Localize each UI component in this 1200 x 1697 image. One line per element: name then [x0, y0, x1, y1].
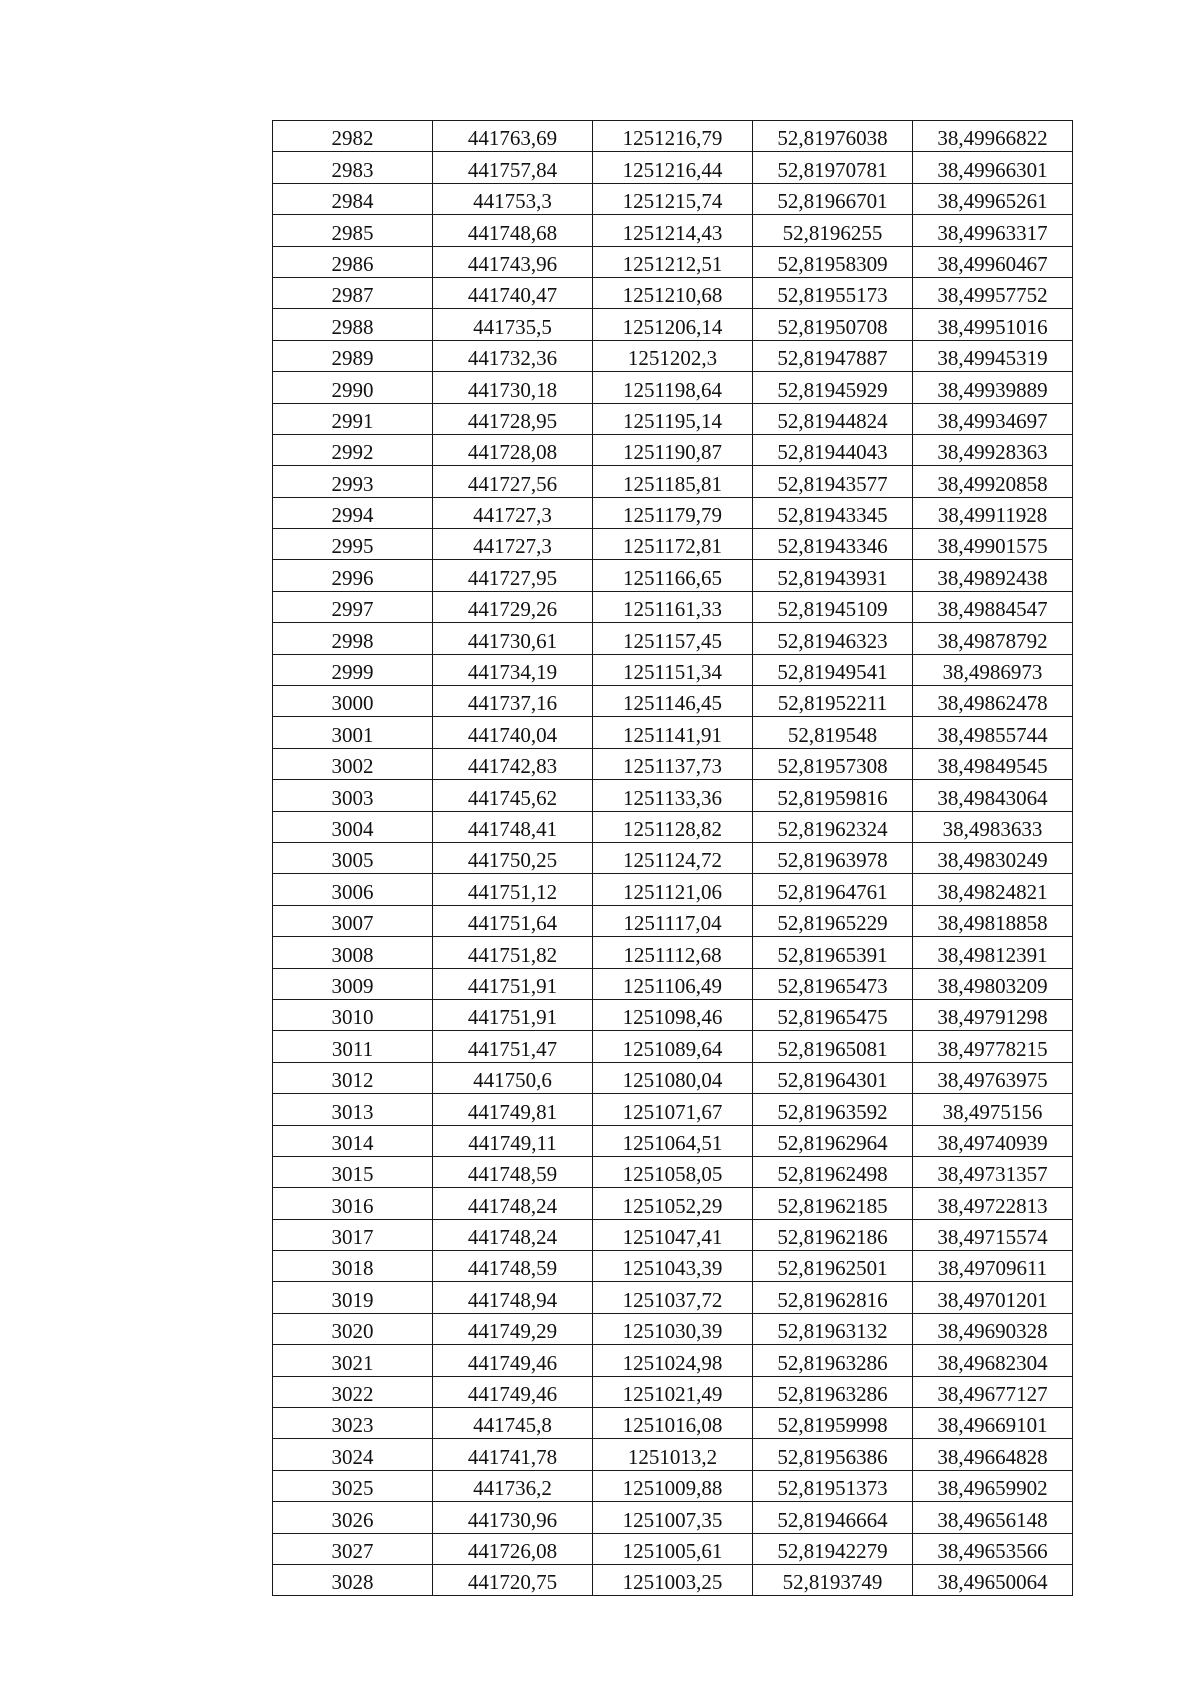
longitude-cell: 38,49928363: [913, 434, 1073, 465]
longitude-cell: 38,4983633: [913, 811, 1073, 842]
longitude-cell: 38,49656148: [913, 1502, 1073, 1533]
latitude-cell: 52,81944824: [753, 403, 913, 434]
latitude-cell: 52,81958309: [753, 246, 913, 277]
longitude-cell: 38,49812391: [913, 937, 1073, 968]
latitude-cell: 52,81947887: [753, 340, 913, 371]
longitude-cell: 38,49701201: [913, 1282, 1073, 1313]
x-coordinate-cell: 441734,19: [433, 654, 593, 685]
latitude-cell: 52,81942279: [753, 1533, 913, 1564]
point-number-cell: 3000: [273, 686, 433, 717]
table-row: [273, 1156, 1073, 1187]
table-row: [273, 529, 1073, 560]
latitude-cell: 52,81943345: [753, 497, 913, 528]
x-coordinate-cell: 441757,84: [433, 152, 593, 183]
longitude-cell: 38,49920858: [913, 466, 1073, 497]
x-coordinate-cell: 441720,75: [433, 1564, 593, 1595]
table-row: [273, 937, 1073, 968]
y-coordinate-cell: 1251198,64: [593, 372, 753, 403]
longitude-cell: 38,49778215: [913, 1031, 1073, 1062]
point-number-cell: 2999: [273, 654, 433, 685]
longitude-cell: 38,49722813: [913, 1188, 1073, 1219]
table-row: [273, 121, 1073, 152]
latitude-cell: 52,81962185: [753, 1188, 913, 1219]
point-number-cell: 2997: [273, 591, 433, 622]
latitude-cell: 52,81957308: [753, 748, 913, 779]
latitude-cell: 52,81951373: [753, 1470, 913, 1501]
latitude-cell: 52,81966701: [753, 183, 913, 214]
point-number-cell: 2985: [273, 215, 433, 246]
longitude-cell: 38,49824821: [913, 874, 1073, 905]
longitude-cell: 38,49934697: [913, 403, 1073, 434]
point-number-cell: 3024: [273, 1439, 433, 1470]
point-number-cell: 3022: [273, 1376, 433, 1407]
point-number-cell: 3016: [273, 1188, 433, 1219]
x-coordinate-cell: 441749,11: [433, 1125, 593, 1156]
latitude-cell: 52,81946664: [753, 1502, 913, 1533]
point-number-cell: 3013: [273, 1094, 433, 1125]
x-coordinate-cell: 441749,29: [433, 1313, 593, 1344]
y-coordinate-cell: 1251003,25: [593, 1564, 753, 1595]
y-coordinate-cell: 1251098,46: [593, 999, 753, 1030]
x-coordinate-cell: 441730,96: [433, 1502, 593, 1533]
y-coordinate-cell: 1251133,36: [593, 780, 753, 811]
y-coordinate-cell: 1251124,72: [593, 842, 753, 873]
longitude-cell: 38,49843064: [913, 780, 1073, 811]
x-coordinate-cell: 441726,08: [433, 1533, 593, 1564]
table-row: [273, 686, 1073, 717]
y-coordinate-cell: 1251052,29: [593, 1188, 753, 1219]
point-number-cell: 3002: [273, 748, 433, 779]
latitude-cell: 52,81963286: [753, 1345, 913, 1376]
table-row: [273, 1502, 1073, 1533]
x-coordinate-cell: 441743,96: [433, 246, 593, 277]
y-coordinate-cell: 1251043,39: [593, 1251, 753, 1282]
longitude-cell: 38,49960467: [913, 246, 1073, 277]
point-number-cell: 3005: [273, 842, 433, 873]
x-coordinate-cell: 441750,6: [433, 1062, 593, 1093]
longitude-cell: 38,49650064: [913, 1564, 1073, 1595]
point-number-cell: 2992: [273, 434, 433, 465]
table-row: [273, 277, 1073, 308]
y-coordinate-cell: 1251009,88: [593, 1470, 753, 1501]
latitude-cell: 52,81962964: [753, 1125, 913, 1156]
point-number-cell: 3020: [273, 1313, 433, 1344]
latitude-cell: 52,81956386: [753, 1439, 913, 1470]
y-coordinate-cell: 1251202,3: [593, 340, 753, 371]
point-number-cell: 3014: [273, 1125, 433, 1156]
longitude-cell: 38,49709611: [913, 1251, 1073, 1282]
point-number-cell: 3011: [273, 1031, 433, 1062]
table-row: [273, 309, 1073, 340]
point-number-cell: 3019: [273, 1282, 433, 1313]
table-row: [273, 1470, 1073, 1501]
latitude-cell: 52,819548: [753, 717, 913, 748]
y-coordinate-cell: 1251016,08: [593, 1408, 753, 1439]
coordinates-table-body: [273, 121, 1073, 1596]
y-coordinate-cell: 1251137,73: [593, 748, 753, 779]
latitude-cell: 52,81962816: [753, 1282, 913, 1313]
y-coordinate-cell: 1251007,35: [593, 1502, 753, 1533]
point-number-cell: 3025: [273, 1470, 433, 1501]
table-row: [273, 152, 1073, 183]
x-coordinate-cell: 441740,47: [433, 277, 593, 308]
longitude-cell: 38,49965261: [913, 183, 1073, 214]
x-coordinate-cell: 441737,16: [433, 686, 593, 717]
table-row: [273, 1031, 1073, 1062]
x-coordinate-cell: 441751,91: [433, 999, 593, 1030]
latitude-cell: 52,81965391: [753, 937, 913, 968]
table-row: [273, 874, 1073, 905]
latitude-cell: 52,81963286: [753, 1376, 913, 1407]
latitude-cell: 52,81970781: [753, 152, 913, 183]
x-coordinate-cell: 441729,26: [433, 591, 593, 622]
point-number-cell: 3021: [273, 1345, 433, 1376]
point-number-cell: 2995: [273, 529, 433, 560]
longitude-cell: 38,49878792: [913, 623, 1073, 654]
point-number-cell: 3003: [273, 780, 433, 811]
x-coordinate-cell: 441745,62: [433, 780, 593, 811]
point-number-cell: 3004: [273, 811, 433, 842]
latitude-cell: 52,81963132: [753, 1313, 913, 1344]
x-coordinate-cell: 441730,18: [433, 372, 593, 403]
x-coordinate-cell: 441750,25: [433, 842, 593, 873]
longitude-cell: 38,49957752: [913, 277, 1073, 308]
longitude-cell: 38,49803209: [913, 968, 1073, 999]
y-coordinate-cell: 1251179,79: [593, 497, 753, 528]
y-coordinate-cell: 1251185,81: [593, 466, 753, 497]
x-coordinate-cell: 441741,78: [433, 1439, 593, 1470]
longitude-cell: 38,49939889: [913, 372, 1073, 403]
x-coordinate-cell: 441728,95: [433, 403, 593, 434]
x-coordinate-cell: 441740,04: [433, 717, 593, 748]
table-row: [273, 1313, 1073, 1344]
y-coordinate-cell: 1251047,41: [593, 1219, 753, 1250]
longitude-cell: 38,4975156: [913, 1094, 1073, 1125]
latitude-cell: 52,81965229: [753, 905, 913, 936]
table-row: [273, 811, 1073, 842]
latitude-cell: 52,81962498: [753, 1156, 913, 1187]
y-coordinate-cell: 1251146,45: [593, 686, 753, 717]
table-row: [273, 591, 1073, 622]
longitude-cell: 38,49731357: [913, 1156, 1073, 1187]
longitude-cell: 38,4986973: [913, 654, 1073, 685]
y-coordinate-cell: 1251212,51: [593, 246, 753, 277]
x-coordinate-cell: 441749,46: [433, 1345, 593, 1376]
latitude-cell: 52,81959998: [753, 1408, 913, 1439]
table-row: [273, 1094, 1073, 1125]
table-row: [273, 1251, 1073, 1282]
table-row: [273, 623, 1073, 654]
longitude-cell: 38,49945319: [913, 340, 1073, 371]
latitude-cell: 52,81943577: [753, 466, 913, 497]
table-row: [273, 215, 1073, 246]
latitude-cell: 52,8193749: [753, 1564, 913, 1595]
point-number-cell: 2984: [273, 183, 433, 214]
x-coordinate-cell: 441742,83: [433, 748, 593, 779]
table-row: [273, 1564, 1073, 1595]
longitude-cell: 38,49911928: [913, 497, 1073, 528]
y-coordinate-cell: 1251206,14: [593, 309, 753, 340]
table-row: [273, 905, 1073, 936]
table-row: [273, 434, 1073, 465]
point-number-cell: 2991: [273, 403, 433, 434]
y-coordinate-cell: 1251089,64: [593, 1031, 753, 1062]
table-row: [273, 1439, 1073, 1470]
longitude-cell: 38,49653566: [913, 1533, 1073, 1564]
table-row: [273, 748, 1073, 779]
y-coordinate-cell: 1251117,04: [593, 905, 753, 936]
y-coordinate-cell: 1251195,14: [593, 403, 753, 434]
table-row: [273, 780, 1073, 811]
point-number-cell: 3026: [273, 1502, 433, 1533]
x-coordinate-cell: 441751,12: [433, 874, 593, 905]
point-number-cell: 2994: [273, 497, 433, 528]
longitude-cell: 38,49791298: [913, 999, 1073, 1030]
y-coordinate-cell: 1251216,79: [593, 121, 753, 152]
longitude-cell: 38,49763975: [913, 1062, 1073, 1093]
longitude-cell: 38,49669101: [913, 1408, 1073, 1439]
point-number-cell: 2996: [273, 560, 433, 591]
table-row: [273, 1219, 1073, 1250]
y-coordinate-cell: 1251030,39: [593, 1313, 753, 1344]
x-coordinate-cell: 441727,56: [433, 466, 593, 497]
table-row: [273, 1188, 1073, 1219]
y-coordinate-cell: 1251161,33: [593, 591, 753, 622]
latitude-cell: 52,81945109: [753, 591, 913, 622]
latitude-cell: 52,8196255: [753, 215, 913, 246]
latitude-cell: 52,81965473: [753, 968, 913, 999]
y-coordinate-cell: 1251190,87: [593, 434, 753, 465]
y-coordinate-cell: 1251058,05: [593, 1156, 753, 1187]
point-number-cell: 3027: [273, 1533, 433, 1564]
latitude-cell: 52,81963592: [753, 1094, 913, 1125]
x-coordinate-cell: 441748,68: [433, 215, 593, 246]
table-row: [273, 999, 1073, 1030]
point-number-cell: 3006: [273, 874, 433, 905]
y-coordinate-cell: 1251013,2: [593, 1439, 753, 1470]
point-number-cell: 2998: [273, 623, 433, 654]
longitude-cell: 38,49862478: [913, 686, 1073, 717]
point-number-cell: 3008: [273, 937, 433, 968]
y-coordinate-cell: 1251157,45: [593, 623, 753, 654]
point-number-cell: 2993: [273, 466, 433, 497]
point-number-cell: 3009: [273, 968, 433, 999]
x-coordinate-cell: 441753,3: [433, 183, 593, 214]
longitude-cell: 38,49855744: [913, 717, 1073, 748]
table-row: [273, 842, 1073, 873]
x-coordinate-cell: 441727,3: [433, 529, 593, 560]
point-number-cell: 3028: [273, 1564, 433, 1595]
longitude-cell: 38,49818858: [913, 905, 1073, 936]
point-number-cell: 3018: [273, 1251, 433, 1282]
longitude-cell: 38,49884547: [913, 591, 1073, 622]
y-coordinate-cell: 1251112,68: [593, 937, 753, 968]
longitude-cell: 38,49966301: [913, 152, 1073, 183]
x-coordinate-cell: 441749,46: [433, 1376, 593, 1407]
longitude-cell: 38,49740939: [913, 1125, 1073, 1156]
table-row: [273, 466, 1073, 497]
table-row: [273, 1376, 1073, 1407]
x-coordinate-cell: 441745,8: [433, 1408, 593, 1439]
latitude-cell: 52,81945929: [753, 372, 913, 403]
longitude-cell: 38,49677127: [913, 1376, 1073, 1407]
longitude-cell: 38,49901575: [913, 529, 1073, 560]
x-coordinate-cell: 441748,24: [433, 1188, 593, 1219]
longitude-cell: 38,49690328: [913, 1313, 1073, 1344]
latitude-cell: 52,81965475: [753, 999, 913, 1030]
y-coordinate-cell: 1251080,04: [593, 1062, 753, 1093]
table-row: [273, 497, 1073, 528]
longitude-cell: 38,49963317: [913, 215, 1073, 246]
y-coordinate-cell: 1251166,65: [593, 560, 753, 591]
y-coordinate-cell: 1251172,81: [593, 529, 753, 560]
longitude-cell: 38,49664828: [913, 1439, 1073, 1470]
point-number-cell: 3023: [273, 1408, 433, 1439]
point-number-cell: 2982: [273, 121, 433, 152]
latitude-cell: 52,81962186: [753, 1219, 913, 1250]
table-row: [273, 403, 1073, 434]
latitude-cell: 52,81955173: [753, 277, 913, 308]
longitude-cell: 38,49715574: [913, 1219, 1073, 1250]
x-coordinate-cell: 441749,81: [433, 1094, 593, 1125]
x-coordinate-cell: 441730,61: [433, 623, 593, 654]
point-number-cell: 2986: [273, 246, 433, 277]
table-row: [273, 654, 1073, 685]
table-row: [273, 246, 1073, 277]
y-coordinate-cell: 1251024,98: [593, 1345, 753, 1376]
table-row: [273, 1408, 1073, 1439]
x-coordinate-cell: 441751,91: [433, 968, 593, 999]
latitude-cell: 52,81943931: [753, 560, 913, 591]
y-coordinate-cell: 1251216,44: [593, 152, 753, 183]
x-coordinate-cell: 441763,69: [433, 121, 593, 152]
y-coordinate-cell: 1251141,91: [593, 717, 753, 748]
longitude-cell: 38,49830249: [913, 842, 1073, 873]
longitude-cell: 38,49892438: [913, 560, 1073, 591]
y-coordinate-cell: 1251064,51: [593, 1125, 753, 1156]
table-row: [273, 1062, 1073, 1093]
latitude-cell: 52,81943346: [753, 529, 913, 560]
y-coordinate-cell: 1251071,67: [593, 1094, 753, 1125]
x-coordinate-cell: 441748,59: [433, 1156, 593, 1187]
point-number-cell: 2983: [273, 152, 433, 183]
longitude-cell: 38,49966822: [913, 121, 1073, 152]
point-number-cell: 2988: [273, 309, 433, 340]
x-coordinate-cell: 441727,95: [433, 560, 593, 591]
point-number-cell: 3015: [273, 1156, 433, 1187]
latitude-cell: 52,81976038: [753, 121, 913, 152]
x-coordinate-cell: 441748,94: [433, 1282, 593, 1313]
table-row: [273, 1533, 1073, 1564]
latitude-cell: 52,81965081: [753, 1031, 913, 1062]
y-coordinate-cell: 1251128,82: [593, 811, 753, 842]
y-coordinate-cell: 1251121,06: [593, 874, 753, 905]
table-row: [273, 1282, 1073, 1313]
latitude-cell: 52,81949541: [753, 654, 913, 685]
x-coordinate-cell: 441748,24: [433, 1219, 593, 1250]
y-coordinate-cell: 1251151,34: [593, 654, 753, 685]
latitude-cell: 52,81944043: [753, 434, 913, 465]
x-coordinate-cell: 441736,2: [433, 1470, 593, 1501]
table-row: [273, 340, 1073, 371]
y-coordinate-cell: 1251106,49: [593, 968, 753, 999]
latitude-cell: 52,81964301: [753, 1062, 913, 1093]
table-row: [273, 183, 1073, 214]
x-coordinate-cell: 441751,64: [433, 905, 593, 936]
y-coordinate-cell: 1251021,49: [593, 1376, 753, 1407]
point-number-cell: 3001: [273, 717, 433, 748]
longitude-cell: 38,49682304: [913, 1345, 1073, 1376]
point-number-cell: 3010: [273, 999, 433, 1030]
point-number-cell: 2989: [273, 340, 433, 371]
point-number-cell: 3007: [273, 905, 433, 936]
point-number-cell: 3017: [273, 1219, 433, 1250]
y-coordinate-cell: 1251215,74: [593, 183, 753, 214]
coordinates-table: [272, 120, 1073, 1596]
x-coordinate-cell: 441748,59: [433, 1251, 593, 1282]
latitude-cell: 52,81959816: [753, 780, 913, 811]
latitude-cell: 52,81952211: [753, 686, 913, 717]
x-coordinate-cell: 441751,82: [433, 937, 593, 968]
table-row: [273, 1125, 1073, 1156]
x-coordinate-cell: 441751,47: [433, 1031, 593, 1062]
y-coordinate-cell: 1251037,72: [593, 1282, 753, 1313]
x-coordinate-cell: 441732,36: [433, 340, 593, 371]
latitude-cell: 52,81946323: [753, 623, 913, 654]
longitude-cell: 38,49659902: [913, 1470, 1073, 1501]
point-number-cell: 2990: [273, 372, 433, 403]
y-coordinate-cell: 1251210,68: [593, 277, 753, 308]
latitude-cell: 52,81964761: [753, 874, 913, 905]
longitude-cell: 38,49951016: [913, 309, 1073, 340]
latitude-cell: 52,81963978: [753, 842, 913, 873]
point-number-cell: 2987: [273, 277, 433, 308]
table-row: [273, 1345, 1073, 1376]
x-coordinate-cell: 441735,5: [433, 309, 593, 340]
x-coordinate-cell: 441728,08: [433, 434, 593, 465]
latitude-cell: 52,81950708: [753, 309, 913, 340]
longitude-cell: 38,49849545: [913, 748, 1073, 779]
y-coordinate-cell: 1251214,43: [593, 215, 753, 246]
table-row: [273, 560, 1073, 591]
table-row: [273, 372, 1073, 403]
latitude-cell: 52,81962324: [753, 811, 913, 842]
table-row: [273, 968, 1073, 999]
point-number-cell: 3012: [273, 1062, 433, 1093]
latitude-cell: 52,81962501: [753, 1251, 913, 1282]
table-row: [273, 717, 1073, 748]
x-coordinate-cell: 441748,41: [433, 811, 593, 842]
y-coordinate-cell: 1251005,61: [593, 1533, 753, 1564]
x-coordinate-cell: 441727,3: [433, 497, 593, 528]
